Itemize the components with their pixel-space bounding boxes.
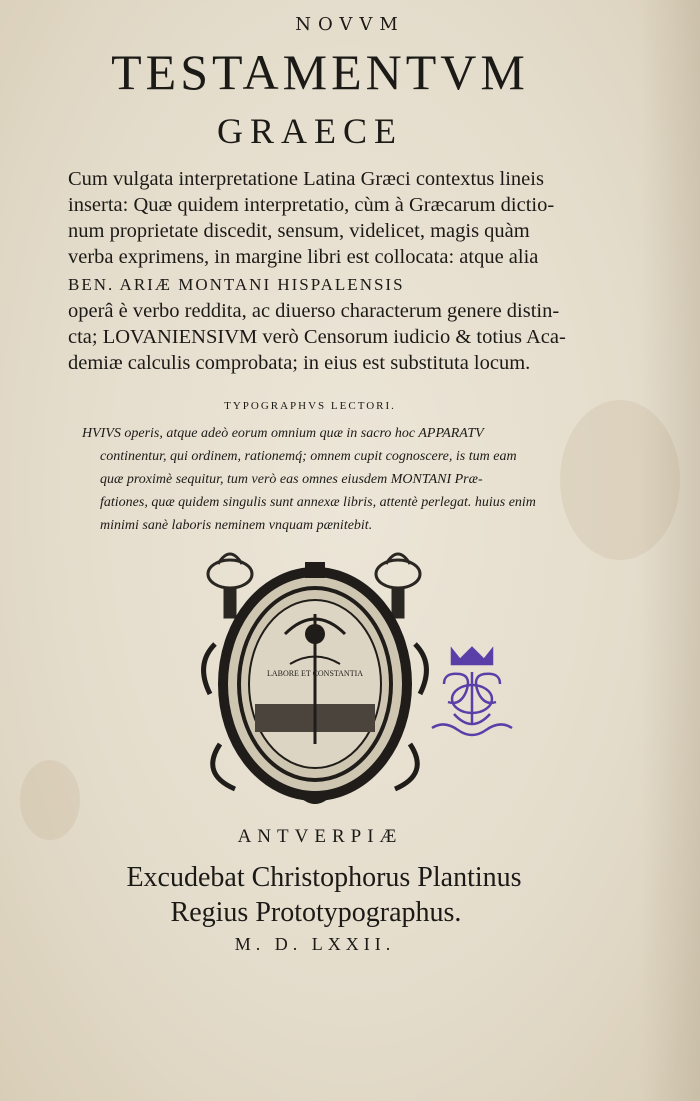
notice-line: quæ proximè sequitur, tum verò eas omnes eiusdem MONTANI Præ- — [100, 472, 483, 487]
notice-line: continentur, qui ordinem, rationemq́; omnem cupit cognoscere, is tum eam — [100, 449, 517, 464]
paper-stain — [560, 400, 680, 560]
description-line: inserta: Quæ quidem interpretatio, cùm à Græcarum dictio- — [68, 194, 555, 216]
notice-line: minimi sanè laboris neminem vnquam pænitebit. — [100, 518, 373, 533]
library-stamp — [424, 644, 520, 744]
description-line: verba exprimens, in margine libri est collocata: atque alia — [68, 246, 539, 268]
title-novum: NOVVM — [295, 14, 405, 35]
imprint-role: Regius Prototypographus. — [170, 897, 462, 928]
imprint-place: ANTVERPIÆ — [237, 826, 403, 847]
notice-line: HVIVS operis, atque adeò eorum omnium quæ in sacro hoc APPARATV — [82, 426, 484, 441]
notice-title: TYPOGRAPHVS LECTORI. — [224, 400, 396, 412]
description-line: Cum vulgata interpretatione Latina Græci contextus lineis — [68, 168, 544, 190]
page-edge-shadow — [640, 0, 700, 1101]
notice-line: fationes, quæ quidem singulis sunt annexæ libris, attentè perlegat. huius enim — [100, 495, 536, 510]
description-line: operâ è verbo reddita, ac diuerso characterum genere distin- — [68, 300, 560, 322]
author-line: BEN. ARIÆ MONTANI HISPALENSIS — [68, 275, 405, 294]
description-line: cta; LOVANIENSIVM verò Censorum iudicio & totius Aca- — [68, 326, 566, 348]
description-line: demiæ calculis comprobata; in eius est substituta locum. — [68, 352, 531, 374]
title-graece: GRAECE — [217, 111, 403, 151]
title-testamentum: TESTAMENTVM — [111, 44, 529, 100]
description-line: num proprietate discedit, sensum, videlicet, magis quàm — [68, 220, 530, 242]
emblem-motto: LABORE ET CONSTANTIA — [266, 669, 364, 678]
imprint-year: M. D. LXXII. — [234, 934, 396, 954]
imprint-printer: Excudebat Christophorus Plantinus — [126, 862, 522, 893]
printer-emblem — [190, 544, 440, 816]
